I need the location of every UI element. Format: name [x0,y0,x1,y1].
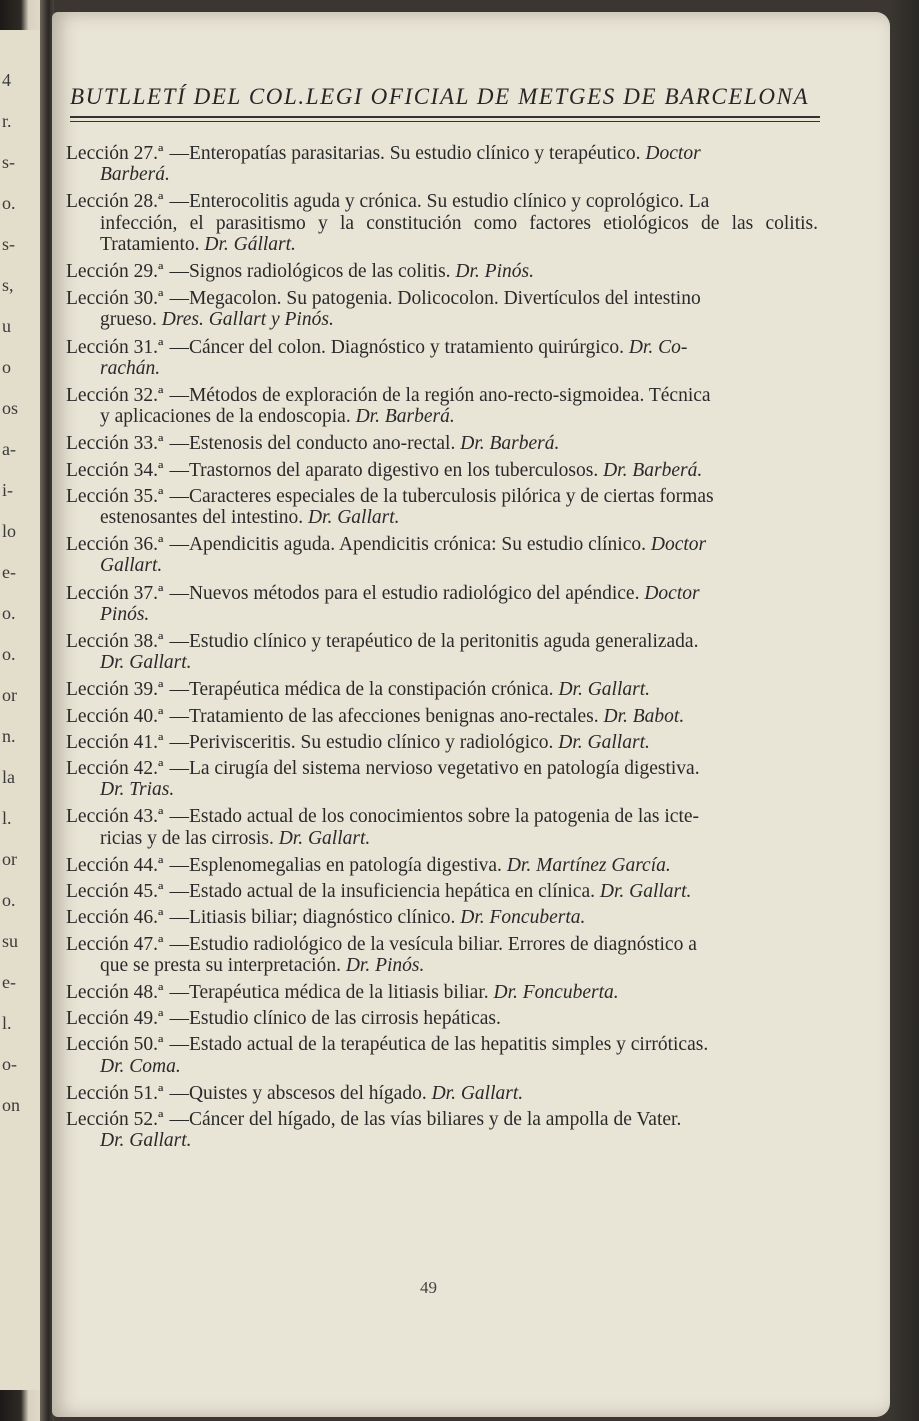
lesson-title: —Terapéutica médica de la litiasis biliar. [169,981,489,1003]
lesson-continuation [66,164,818,185]
facing-page-fragment: n. [2,726,16,746]
lesson-entry [66,385,818,427]
lesson-entry [66,534,818,576]
lesson-entry [66,934,818,976]
lesson-number: Lección 35.ª [66,485,164,507]
lesson-entry [66,583,818,625]
lesson-number: Lección 52.ª [66,1108,164,1130]
lesson-title: —La cirugía del sistema nervioso vegetativo en patología digestiva. [169,758,700,780]
lesson-first-line [66,1109,818,1130]
lesson-continuation [66,604,818,625]
facing-page-fragment: o. [2,644,16,664]
lesson-entry [66,433,818,454]
facing-page-fragment: o. [2,603,16,623]
lesson-title-continued: estenosantes del intestino. [100,507,304,529]
lesson-author: Dr. Gallart. [278,827,371,849]
lesson-number: Lección 28.ª [66,191,164,213]
lesson-first-line [66,631,818,652]
facing-page-fragment: l. [2,1013,12,1033]
lesson-entry [66,732,818,753]
lesson-number: Lección 51.ª [66,1082,164,1104]
lesson-entry [66,1008,818,1029]
facing-page-fragment: os [2,398,19,418]
lesson-author: Dr. Gallart. [307,507,400,529]
lesson-author: Dr. Gallart. [431,1082,524,1104]
lesson-first-line [66,982,818,1003]
lesson-number: Lección 39.ª [66,679,164,701]
lesson-number: Lección 44.ª [66,854,164,876]
lesson-entry [66,1083,818,1104]
facing-page-fragment: r. [2,111,12,131]
lesson-title: —Estado actual de los conocimientos sobre la patogenia de las icte- [169,806,700,828]
lesson-author: Dr. Barberá. [603,459,703,481]
lesson-continuation [66,955,818,976]
facing-page-fragment: 4 [2,70,11,90]
header-rule-thin [70,121,820,122]
lesson-entry [66,631,818,673]
facing-page-fragment: e- [2,972,16,992]
facing-page-fragment: u [2,316,11,336]
lesson-entry [66,191,818,255]
lesson-first-line [66,460,818,481]
lesson-first-line [66,855,818,876]
lesson-title-continued: infección, el parasitismo y la constitución como factores etiológicos de las colitis. Tratamiento. [100,212,818,255]
lesson-title: —Estudio clínico y terapéutico de la peritonitis aguda generalizada. [169,631,699,653]
lesson-author: Dr. Gallart. [599,881,692,903]
facing-page-fragment: s, [2,275,14,295]
lesson-entry [66,486,818,528]
lesson-first-line [66,934,818,955]
lesson-author: Dr. Gallart. [100,1130,192,1152]
lesson-continuation [66,1056,818,1077]
lesson-continuation [66,779,818,800]
lesson-first-line [66,385,818,406]
scanner-background-right [890,0,919,1421]
lesson-entry [66,758,818,800]
lesson-entry [66,982,818,1003]
lesson-title: —Cáncer del colon. Diagnóstico y tratamiento quirúrgico. [169,336,624,358]
lesson-number: Lección 32.ª [66,385,164,407]
lesson-continuation [66,1130,818,1151]
lesson-author: Dr. Gallart. [100,652,192,674]
lesson-author: Dr. Pinós. [455,261,534,283]
lesson-author: Dr. Trias. [100,779,175,801]
lesson-title-continued: y aplicaciones de la endoscopia. [100,406,351,428]
lesson-author: Dr. Gállart. [204,233,296,255]
lesson-author: Doctor [650,534,707,556]
lesson-title-continued: que se presta su interpretación. [100,954,341,976]
lesson-first-line [66,191,818,212]
lesson-entry [66,706,818,727]
lesson-title: —Esplenomegalias en patología digestiva. [169,854,502,876]
facing-page-fragment: or [2,685,17,705]
lesson-author: Dr. Coma. [100,1055,181,1077]
lesson-title: —Quistes y abscesos del hígado. [169,1082,427,1104]
lesson-first-line [66,288,818,309]
lesson-author: Pinós. [100,603,150,625]
lesson-number: Lección 37.ª [66,582,164,604]
lesson-number: Lección 42.ª [66,758,164,780]
lesson-author: Dr. Gallart. [558,731,650,753]
lesson-entry [66,679,818,700]
page-number: 49 [420,1278,437,1297]
lesson-continuation [66,828,818,849]
lesson-title: —Signos radiológicos de las colitis. [169,261,451,283]
lesson-title: —Estudio clínico de las cirrosis hepáticas. [169,1008,501,1030]
facing-page-fragment: s- [2,234,15,254]
lesson-first-line [66,143,818,164]
lesson-first-line [66,1034,818,1055]
lesson-author: Barberá. [100,164,170,186]
facing-page-fragment: lo [2,521,17,541]
lesson-entry [66,855,818,876]
facing-page-fragment: l. [2,808,12,828]
lesson-title: —Terapéutica médica de la constipación crónica. [169,679,554,701]
lesson-title: —Tratamiento de las afecciones benignas ano-rectales. [169,705,599,727]
lesson-entry [66,143,818,185]
lesson-first-line [66,1083,818,1104]
lesson-title: —Nuevos métodos para el estudio radiológico del apéndice. [169,582,640,604]
lesson-entry [66,881,818,902]
lesson-author: Doctor [644,582,700,604]
facing-page-fragment: on [2,1095,20,1115]
lesson-title: —Estenosis del conducto ano-rectal. [169,433,456,455]
lesson-title-continued: grueso. [100,309,157,331]
lesson-number: Lección 40.ª [66,705,164,727]
lesson-number: Lección 41.ª [66,731,164,753]
lesson-author: Doctor [645,143,701,164]
facing-page-fragment: i- [2,480,13,500]
lesson-number: Lección 29.ª [66,261,164,283]
lesson-list [66,143,818,1156]
lesson-continuation [66,406,818,427]
lesson-entry [66,1034,818,1076]
lesson-title: —Estudio radiológico de la vesícula biliar. Errores de diagnóstico a [169,933,697,955]
lesson-author: Dr. Gallart. [558,679,650,701]
lesson-first-line [66,706,818,727]
lesson-number: Lección 38.ª [66,631,164,653]
lesson-author: Dr. Foncuberta. [460,907,586,929]
lesson-number: Lección 46.ª [66,907,164,929]
lesson-number: Lección 43.ª [66,806,164,828]
lesson-first-line [66,881,818,902]
lesson-entry [66,1109,818,1151]
running-header: BUTLLETÍ DEL COL.LEGI OFICIAL DE METGES DE BARCELONA [70,84,810,109]
lesson-title: —Enteropatías parasitarias. Su estudio clínico y terapéutico. [169,143,641,164]
lesson-author: Dr. Babot. [603,705,685,727]
lesson-first-line [66,261,818,282]
lesson-number: Lección 49.ª [66,1008,164,1030]
lesson-first-line [66,907,818,928]
lesson-number: Lección 45.ª [66,881,164,903]
facing-page-fragment: s- [2,152,15,172]
lesson-first-line [66,534,818,555]
lesson-title: —Perivisceritis. Su estudio clínico y radiológico. [169,731,554,753]
lesson-title: —Estado actual de la terapéutica de las hepatitis simples y cirróticas. [169,1034,709,1056]
lesson-title: —Caracteres especiales de la tuberculosis pilórica y de ciertas formas [169,485,714,507]
lesson-continuation [66,555,818,576]
lesson-title: —Métodos de exploración de la región ano-recto-sigmoidea. Técnica [169,385,711,407]
lesson-first-line [66,486,818,507]
lesson-number: Lección 31.ª [66,336,164,358]
lesson-continuation [66,652,818,673]
lesson-title: —Trastornos del aparato digestivo en los tuberculosos. [169,459,599,481]
lesson-title-continued: ricias y de las cirrosis. [100,827,274,849]
lesson-author: rachán. [100,357,161,379]
lesson-author: Dr. Barberá. [460,433,560,455]
facing-page-fragment: e- [2,562,16,582]
lesson-entry [66,337,818,379]
lesson-author: Dr. Barberá. [355,406,455,428]
lesson-first-line [66,732,818,753]
lesson-author: Dr. Pinós. [345,954,425,976]
facing-page-fragment: a- [2,439,16,459]
lesson-author: Dr. Co- [628,336,688,358]
facing-page-fragment: o. [2,890,16,910]
facing-page-edge [0,30,40,1390]
facing-page-fragment: o- [2,1054,17,1074]
lesson-first-line [66,433,818,454]
header-rule [70,116,820,118]
facing-page-fragment: o [2,357,11,377]
lesson-number: Lección 47.ª [66,933,164,955]
facing-page-fragment: o. [2,193,16,213]
lesson-entry [66,288,818,330]
facing-page-fragment: su [2,931,19,951]
lesson-number: Lección 48.ª [66,981,164,1003]
facing-page-fragment: or [2,849,17,869]
lesson-entry [66,460,818,481]
lesson-author: Gallart. [100,555,163,577]
lesson-first-line [66,1008,818,1029]
lesson-title: —Enterocolitis aguda y crónica. Su estudio clínico y coprológico. La [169,191,710,213]
lesson-continuation [66,358,818,379]
lesson-first-line [66,679,818,700]
lesson-number: Lección 34.ª [66,459,164,481]
lesson-author: Dres. Gallart y Pinós. [161,309,334,331]
lesson-author: Dr. Martínez García. [506,854,671,876]
lesson-entry [66,261,818,282]
lesson-number: Lección 36.ª [66,534,164,556]
lesson-continuation [66,213,818,255]
lesson-title: —Megacolon. Su patogenia. Dolicocolon. Divertículos del intestino [169,288,701,310]
lesson-title: —Estado actual de la insuficiencia hepática en clínica. [169,881,595,903]
lesson-first-line [66,583,818,604]
lesson-number: Lección 27.ª [66,143,164,164]
lesson-author: Dr. Foncuberta. [493,981,619,1003]
lesson-number: Lección 33.ª [66,433,164,455]
lesson-title: —Litiasis biliar; diagnóstico clínico. [169,907,456,929]
lesson-number: Lección 30.ª [66,288,164,310]
lesson-first-line [66,806,818,827]
lesson-entry [66,806,818,848]
lesson-title: —Cáncer del hígado, de las vías biliares y de la ampolla de Vater. [169,1108,682,1130]
lesson-first-line [66,758,818,779]
lesson-continuation [66,507,818,528]
facing-page-fragment: la [2,767,15,787]
lesson-number: Lección 50.ª [66,1034,164,1056]
lesson-continuation [66,309,818,330]
lesson-first-line [66,337,818,358]
lesson-title: —Apendicitis aguda. Apendicitis crónica: Su estudio clínico. [169,534,647,556]
lesson-entry [66,907,818,928]
